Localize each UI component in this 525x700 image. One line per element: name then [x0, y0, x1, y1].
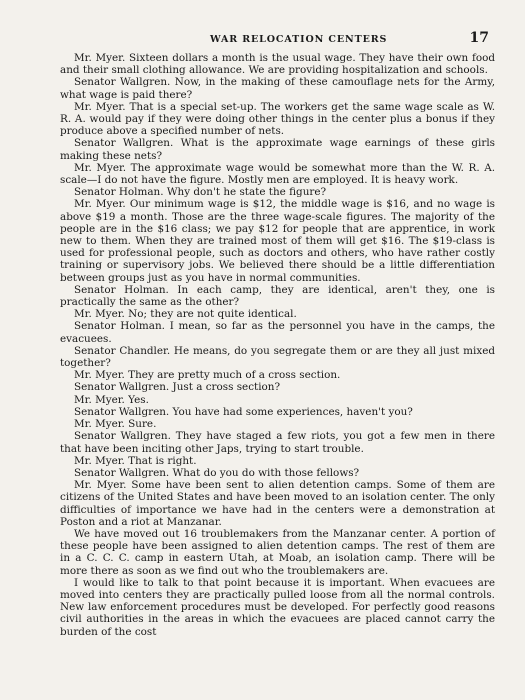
paragraph: Mr. Myer. That is a special set-up. The workers get the same wage scale as W. R. A. would pay if they were doing other things in the center plus a bonus if they produce above a specified number of nets. — [60, 100, 495, 138]
page-number: 17 — [469, 30, 489, 46]
running-head: WAR RELOCATION CENTERS — [210, 34, 388, 45]
paragraph: We have moved out 16 troublemakers from the Manzanar center. A portion of these people have been assigned to alien detention camps. The rest of them are in a C. C. C. camp in eastern Utah, at Moab, an isolation camp. There will be more there as soon as we find out who the troublemakers are. — [60, 527, 495, 577]
paragraph: Mr. Myer. Sure. — [74, 418, 157, 431]
paragraph: Mr. Myer. No; they are not quite identical. — [74, 308, 297, 321]
paragraph: Senator Holman. Why don't he state the figure? — [74, 186, 327, 199]
paragraph: I would like to talk to that point because it is important. When evacuees are moved into centers they are practically pulled loose from all the normal controls. New law enforcement procedures must be developed. For perfectly good reasons civil authorities in the areas in which the evacuees are placed cannot carry the burden of the cost — [60, 576, 495, 638]
body-text — [60, 52, 495, 638]
paragraph: Senator Wallgren. They have staged a few riots, you got a few men in there that have been inciting other Japs, trying to start trouble. — [60, 430, 495, 455]
paragraph: Mr. Myer. Our minimum wage is $12, the middle wage is $16, and no wage is above $19 a month. Those are the three wage-scale figures. The majority of the people are in the $16 class; we pay $12 for people that are apprentice, in work new to them. When they are trained most of them will get $16. The $19-class is used for professional people, such as doctors and others, who have rather costly training or supervisory jobs. We believed there should be a little differentiation between groups just as you have in normal communities. — [60, 198, 495, 284]
page-header — [60, 30, 495, 52]
paragraph: Mr. Myer. Some have been sent to alien detention camps. Some of them are citizens of the United States and have been moved to an isolation center. The only difficulties of importance we have had in the centers were a demonstration at Poston and a riot at Manzanar. — [60, 479, 495, 528]
paragraph: Senator Wallgren. Just a cross section? — [74, 381, 281, 394]
paragraph: Mr. Myer. The approximate wage would be somewhat more than the W. R. A. scale—I do not have the figure. Mostly men are employed. It is heavy work. — [60, 161, 495, 187]
paragraph: Senator Holman. In each camp, they are identical, aren't they, one is practically the same as the other? — [60, 283, 495, 309]
paragraph: Mr. Myer. That is right. — [74, 454, 197, 467]
paragraph: Senator Holman. I mean, so far as the personnel you have in the camps, the evacuees. — [60, 320, 495, 345]
paragraph: Senator Wallgren. Now, in the making of these camouflage nets for the Army, what wage is paid there? — [60, 76, 495, 101]
paragraph: Senator Chandler. He means, do you segregate them or are they all just mixed together? — [60, 344, 495, 370]
paragraph: Mr. Myer. They are pretty much of a cross section. — [74, 369, 341, 382]
paragraph: Mr. Myer. Sixteen dollars a month is the usual wage. They have their own food and their small clothing allowance. We are providing hospitalization and schools. — [60, 52, 495, 77]
paragraph: Senator Wallgren. You have had some experiences, haven't you? — [74, 405, 413, 418]
paragraph: Senator Wallgren. What is the approximate wage earnings of these girls making these nets? — [60, 137, 495, 162]
paragraph: Senator Wallgren. What do you do with those fellows? — [74, 466, 360, 479]
paragraph: Mr. Myer. Yes. — [74, 393, 149, 406]
